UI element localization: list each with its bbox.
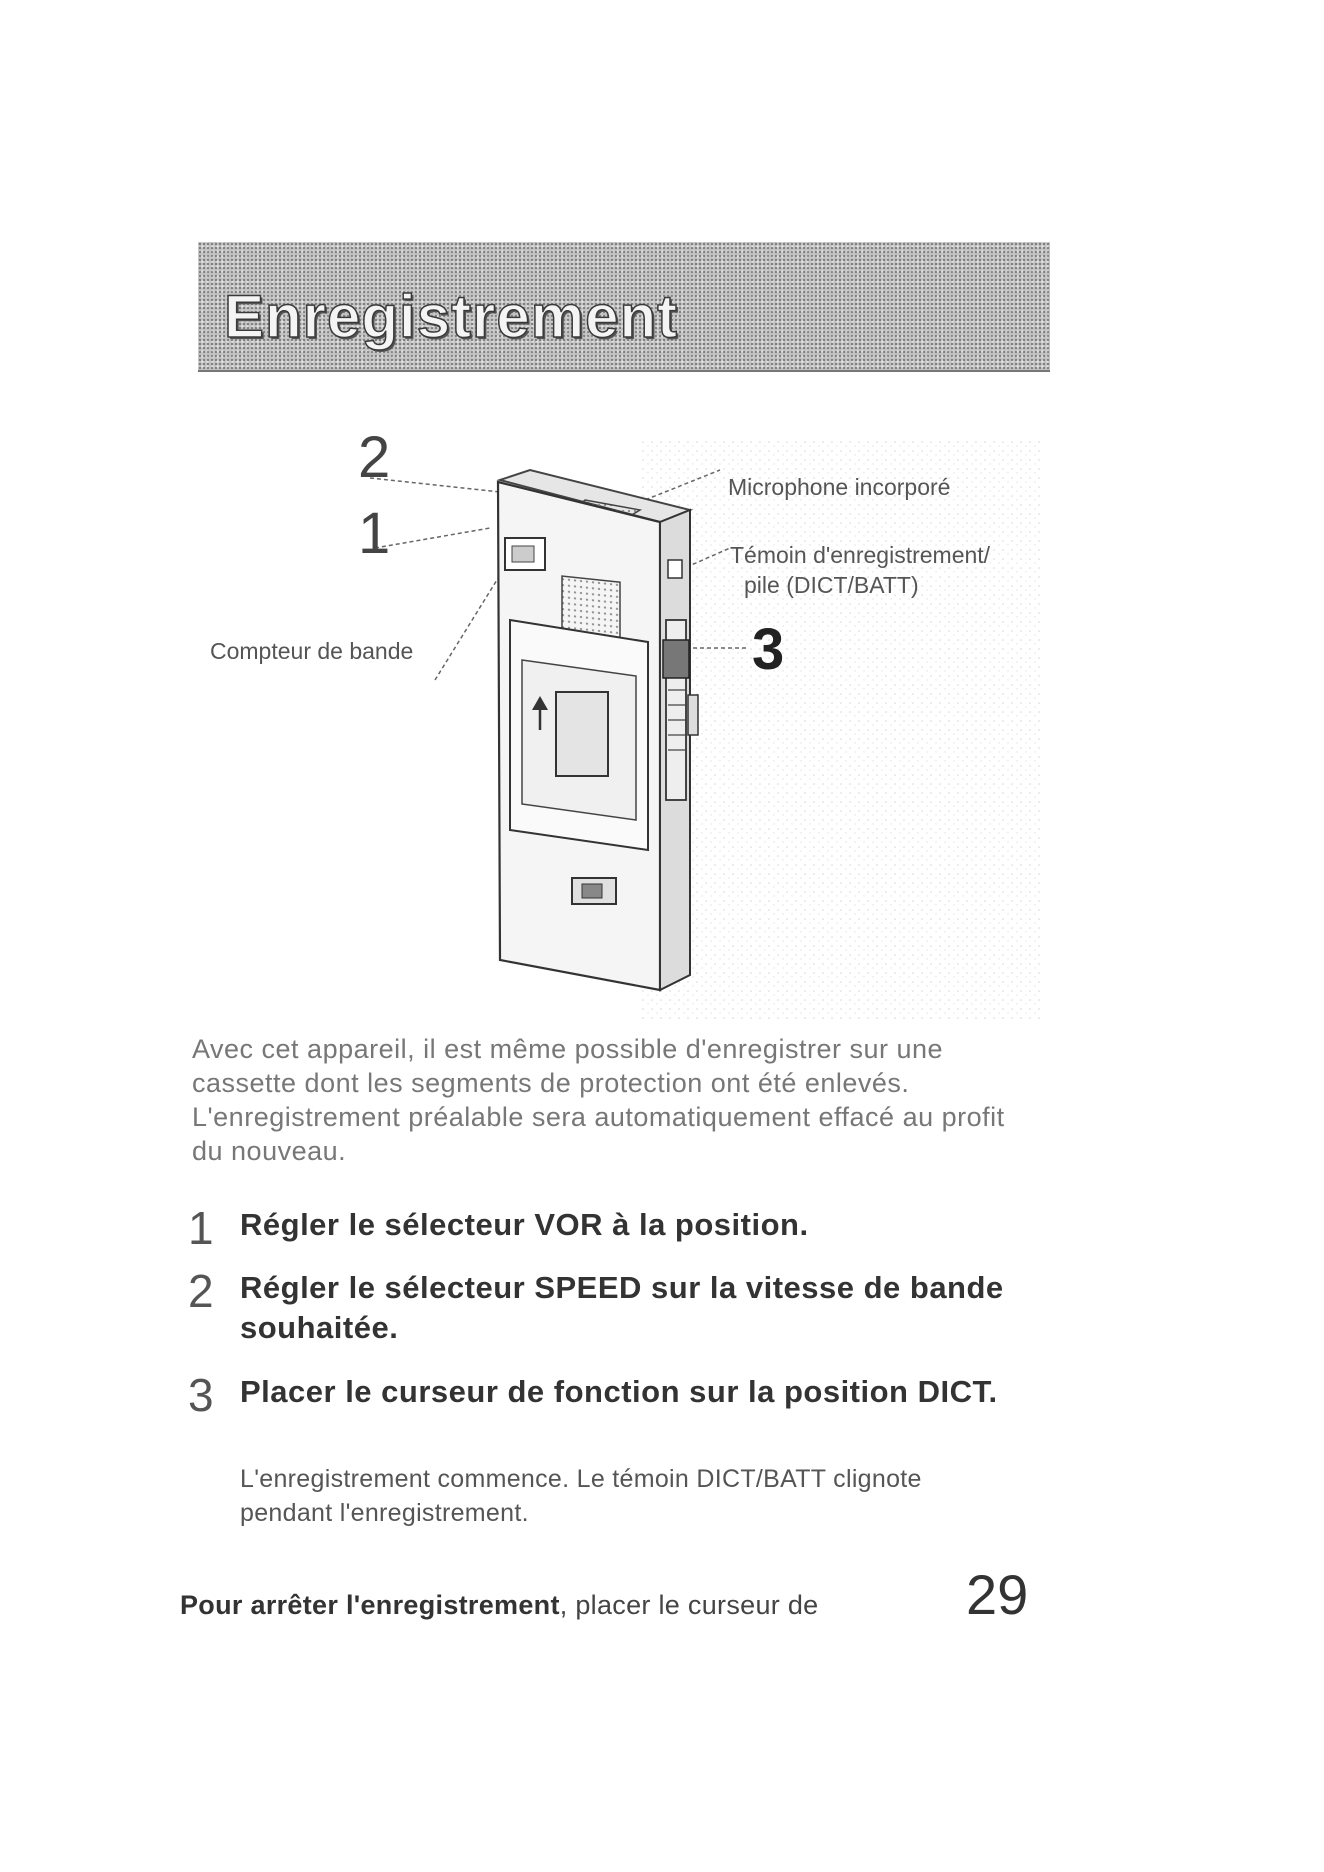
section-title: Enregistrement <box>224 283 679 350</box>
step-description: L'enregistrement commence. Le témoin DICT/BATT clignote pendant l'enregistrement. <box>240 1465 922 1527</box>
led-label-line2: pile (DICT/BATT) <box>744 572 919 598</box>
step-title: Régler le sélecteur VOR à la position. <box>240 1207 809 1242</box>
step-number: 1 <box>188 1202 214 1254</box>
step-title: Régler le sélecteur SPEED sur la vitesse de bande souhaitée. <box>240 1270 1004 1345</box>
callout-number-1: 1 <box>358 501 391 566</box>
footer-bold-text: Pour arrêter l'enregistrement <box>180 1590 560 1620</box>
footer-instruction <box>180 1590 920 1621</box>
intro-paragraph: Avec cet appareil, il est même possible d'enregistrer sur une cassette dont les segments de protection ont été enlevés. L'enregistrement préalable sera automatiquement effacé au profit du nouveau. <box>192 1034 1005 1166</box>
led-label-line1: Témoin d'enregistrement/ <box>730 542 991 568</box>
recorder-drawing <box>200 430 1060 1030</box>
callout-number-2: 2 <box>358 425 391 490</box>
step-number: 2 <box>188 1265 214 1317</box>
section-banner <box>198 242 1050 372</box>
device-illustration <box>200 425 1060 1030</box>
page-number: 29 <box>966 1563 1029 1626</box>
footer-rest-text: , placer le curseur de <box>559 1590 819 1620</box>
step-title: Placer le curseur de fonction sur la position DICT. <box>240 1374 998 1409</box>
step-number: 3 <box>188 1369 214 1421</box>
callout-number-3: 3 <box>752 617 785 682</box>
counter-label: Compteur de bande <box>210 638 414 664</box>
microphone-label: Microphone incorporé <box>728 474 951 500</box>
